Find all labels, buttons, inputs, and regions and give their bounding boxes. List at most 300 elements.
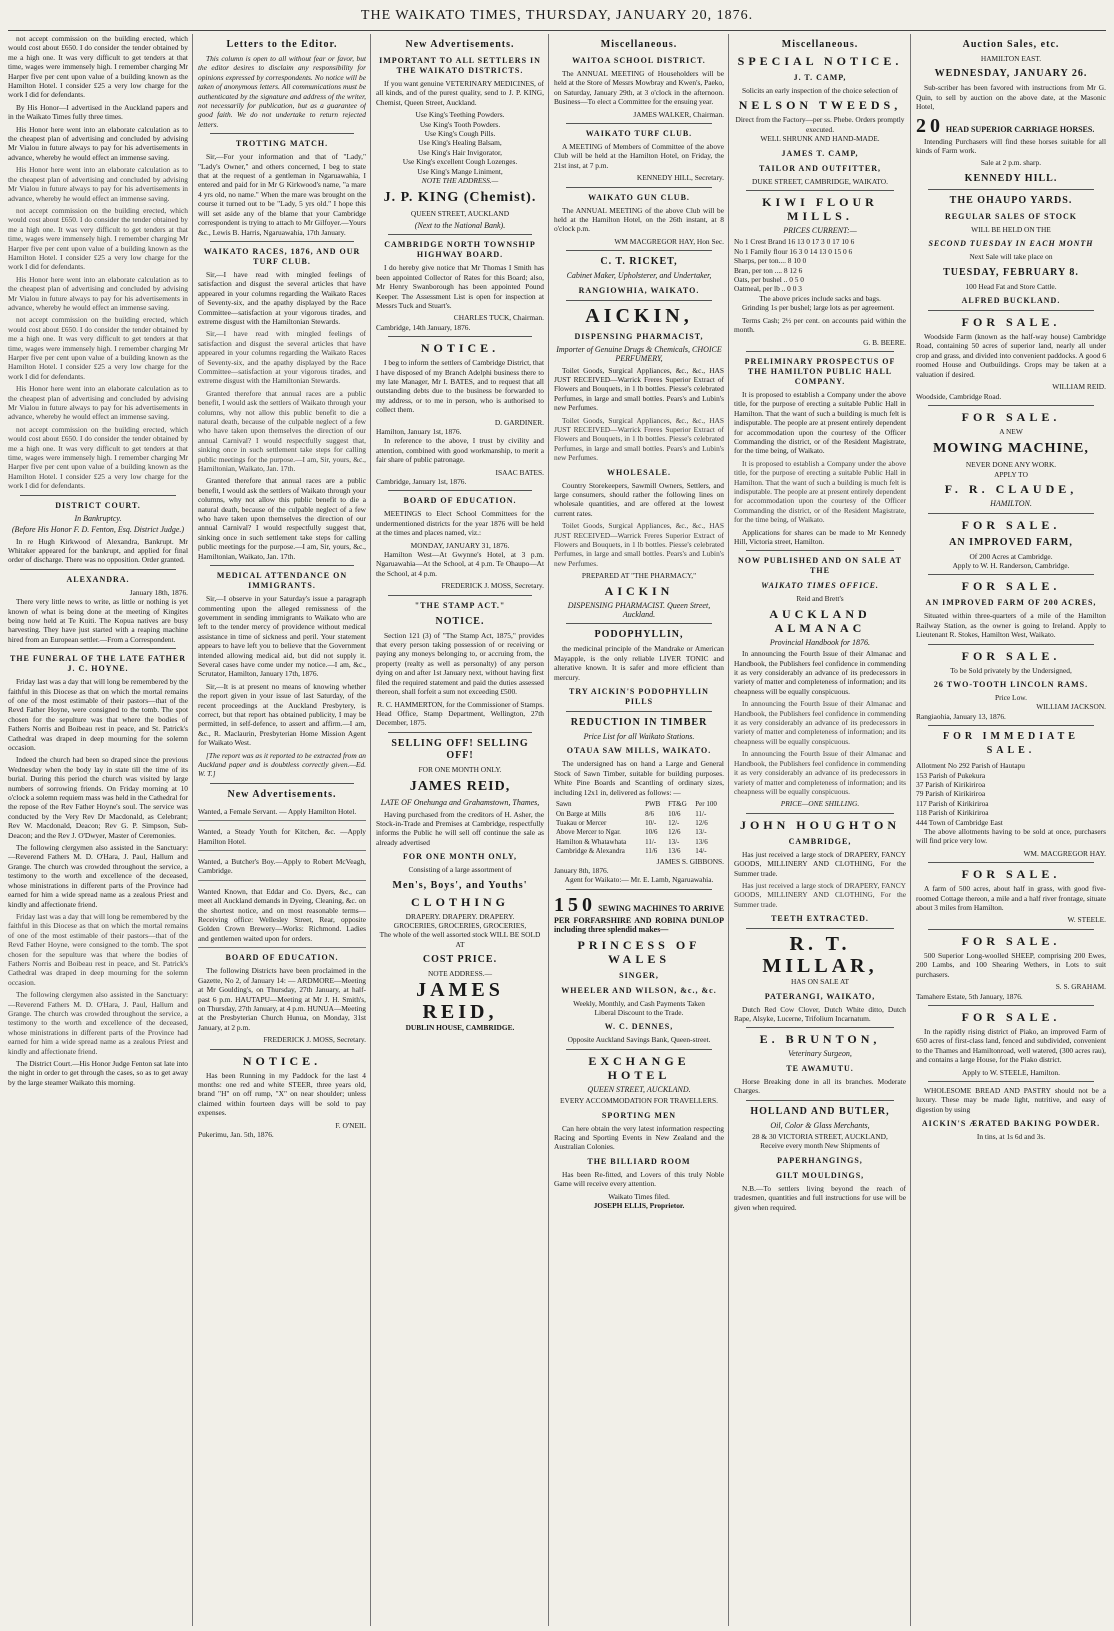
article-text: The District Court.—His Honor Judge Fenton sat late into the night in order to get through the cases, so as to get away by the large steamer Waikato this morning. xyxy=(8,1059,188,1087)
ad-text: It is proposed to establish a Company under the above title, for the purpose of erecting a suitable Public Hall in Hamilton. That the want of such a building is much felt is indisputable. The people are at present entirely dependent for accommodation upon the courtesy of the Officer Commanding the district, or of the Resident Magistrate, for the time being, of Waikato. xyxy=(734,389,906,456)
separator xyxy=(210,241,354,242)
ad-line: Of 200 Acres at Cambridge. xyxy=(969,551,1053,561)
ad-address: QUEEN STREET, AUCKLAND xyxy=(410,209,510,219)
ad-line: PRICES CURRENT:— xyxy=(783,226,857,236)
ad-text: Toilet Goods, Surgical Appliances, &c., &c., HAS JUST RECEIVED—Warrick Freres Superior Extract of Flowers and Bouquets, in 1 lb bottles. Piesse's celebrated Perfumes, in large and small bottles. Pears's and Lubin's new Perfumes. xyxy=(554,365,724,413)
article-text: His Honor here went into an elaborate calculation as to the cheapest plan of advertising and concluded by advising Mr Vialou in future always to pay for his advertisements in advance, whereby he would effect an immense saving. xyxy=(8,165,188,203)
ad-line: Consisting of a large assortment of xyxy=(408,865,512,875)
letter-text: Sir,—For your information and that of "Lady," "Lady's Owner," and others concerned, I beg to state that at the request of a gentleman in Ngaruawahia, I entered and paid for in Mr G Kirkwood's name, "a mare 4 yrs old, no name." When the mare was brought on the course it turned out to be "Lady, 5 yrs old." I hope this will set aside any of the blame that your Cambridge correspondent is trying to attach to Mr Gilfoyer.—Yours &c., Lewis B. Harris, Ngaruawahia, 17th January. xyxy=(198,152,366,237)
advertiser-name: KENNEDY HILL. xyxy=(964,172,1058,184)
ad-text: The above prices include sacks and bags. xyxy=(759,293,881,303)
table-cell: Above Mercer to Ngar. xyxy=(556,828,621,837)
table-cell: 10/6 xyxy=(645,828,658,837)
section-heading: Miscellaneous. xyxy=(600,39,678,50)
table-header: FT&G xyxy=(668,800,687,809)
ad-line: TEETH EXTRACTED. xyxy=(771,914,869,924)
separator xyxy=(388,336,532,337)
article-text: Indeed the church had been so draped since the previous Wednesday when the body lay in state till the time of its burial. During this period the church was visited by large numbers of sorrowing friends. On Friday morning at 10 o'clock a solemn requiem mass was held in the Cathedral for the repose of the Rev Father Hoyne's soul. The service was conducted by the Very Rev Dr Macdonald, as Celebrant; Rev W. Macdonald, Deacon; Rev G. P. Simpson, Sub-Deacon; and the Rev J. O'Dwyer, Master of Ceremonies. xyxy=(8,755,188,840)
ad-heading: KIWI FLOUR MILLS. xyxy=(762,195,878,224)
column-divider xyxy=(370,34,371,1626)
table-cell: 10/6 xyxy=(668,809,681,818)
article-text: His Honor here went into an elaborate calculation as to the cheapest plan of advertising and concluded by advising Mr Vialou in future always to pay for his advertisements in advance, whereby he would effect an immense saving. xyxy=(8,384,188,422)
section-heading: Miscellaneous. xyxy=(781,39,859,50)
ad-line: HAS ON SALE AT xyxy=(790,977,850,987)
separator xyxy=(566,123,712,124)
table-cell: 12/- xyxy=(668,818,680,827)
table-cell: 13/6 xyxy=(668,847,681,856)
ad-heading: BOARD OF EDUCATION. xyxy=(403,496,517,506)
table-header: PWB xyxy=(645,800,661,809)
ad-text: In announcing the Fourth Issue of their Almanac and Handbook, the Publishers feel confidence in commending it as very considerably an advance of its predecessors in variety of matter and completeness of information; and its cheapness will be equally conspicuous. xyxy=(734,699,906,746)
ad-line: APPLY TO xyxy=(994,469,1028,479)
ad-text: Can here obtain the very latest information respecting Racing and Sporting Events in New Zealand and the Australian Colonies. xyxy=(554,1123,724,1152)
article-text: not accept commission on the building erected, which would cost about £650. I do consider the tender obtained by me a high one. It was very difficult to get tenders at that time, wages were immensely high. I remember charging Mr Harper five per cent upon value of a building known as the Hamilton Hotel. I consider £25 a very low charge for the work I did for defendants. xyxy=(8,34,188,100)
ad-line: Agent for Waikato:— Mr. E. Lamb, Ngaruawahia. xyxy=(564,875,714,885)
advertiser-name: F. R. CLAUDE, xyxy=(944,482,1078,497)
table-cell: 11/- xyxy=(695,809,707,818)
ad-heading: FOR SALE. xyxy=(961,933,1061,948)
list-item: 79 Parish of Kirikiriroa xyxy=(916,789,986,799)
column-2 xyxy=(198,34,366,1624)
ad-address: DUKE STREET, CAMBRIDGE, WAIKATO. xyxy=(752,176,888,186)
ad-address: HAMILTON. xyxy=(990,499,1032,509)
letter-text: Sir,—I have read with mingled feelings of satisfaction and disgust the several articles that have appeared in your columns regarding the Waikato Races of Seventy-six, and the apathy displayed by the Race Committee—satisfaction at your vigorous tirades, and extreme disgust with the Hamiltonian Stewards. xyxy=(198,269,366,326)
ad-line: EVERY ACCOMMODATION FOR TRAVELLERS. xyxy=(560,1096,718,1106)
ad-signature: R. C. HAMMERTON, for the Commissioner of Stamps. xyxy=(377,699,544,709)
ad-line: LATE OF Onehunga and Grahamstown, Thames, xyxy=(380,798,540,808)
section-heading: New Advertisements. xyxy=(405,39,515,50)
table-cell: Cambridge & Alexandra xyxy=(556,847,625,856)
ad-date: Rangiaohia, January 13, 1876. xyxy=(916,711,1006,721)
section-subheading: In Bankruptcy. xyxy=(74,513,122,523)
ad-line: WHOLESALE. xyxy=(606,467,671,477)
ad-heading: PRELIMINARY PROSPECTUS OF THE HAMILTON PUBLIC HALL COMPANY. xyxy=(744,356,896,386)
ad-address: QUEEN STREET, AUCKLAND. xyxy=(587,1084,691,1094)
ad-text: The ANNUAL MEETING of Householders will be held at the Store of Messrs Mowbray and Kwen's, Paeko, on Saturday, January 29th, at 3 o'clock in the afternoon. Business—To elect a Committee for the ensuing year. xyxy=(554,69,724,107)
section-subheading: (Before His Honor F. D. Fenton, Esq. District Judge.) xyxy=(11,525,185,535)
ad-heading: REDUCTION IN TIMBER xyxy=(570,717,708,729)
ad-heading: IMPORTANT TO ALL SETTLERS IN THE WAIKATO DISTRICTS. xyxy=(379,56,541,75)
advertiser-name: JOHN HOUGHTON xyxy=(739,817,901,832)
list-item: Use King's Teething Powders. xyxy=(415,110,505,120)
table-header-row xyxy=(554,800,724,809)
separator xyxy=(210,133,354,134)
ad-heading: FOR SALE. xyxy=(961,1009,1061,1024)
ad-text: In the rapidly rising district of Piako, an improved Farm of 650 acres of first-class land, fenced and subdivided, convenient to the Thames and Hamiltonroad, well watered, (300 acres rau), and contains a large House, for the Piako district. xyxy=(916,1026,1106,1065)
article-text: Friday last was a day that will long be remembered by the faithful in this Diocese as that on which the mortal remains of one of the most estimable of their pastors—that of the Revd Father Hoyne, were consigned to the tomb. The spot chosen for the sepulture was that where the bodies of Fathers Norris and Boibeau rest in peace, and St. Patrick's Cathedral was draped in deep mourning for the solemn occasion. xyxy=(8,677,188,752)
classified-ad: Wanted, a Steady Youth for Kitchen, &c. —Apply Hamilton Hotel. xyxy=(198,824,366,851)
ad-text: Intending Purchasers will find these horses suitable for all kinds of Farm work. xyxy=(916,136,1106,156)
ad-address: CAMBRIDGE, xyxy=(788,836,852,846)
ad-signature: CHARLES TUCK, Chairman. xyxy=(453,313,544,323)
separator xyxy=(746,1027,894,1028)
table-row xyxy=(554,819,724,828)
list-item: 444 Town of Cambridge East xyxy=(916,817,1003,827)
table-cell: 14/- xyxy=(695,847,707,856)
ad-text: Having purchased from the creditors of H. Asher, the Stock-in-Trade and Premises at Cambridge, respectfully informs the Public he will sell off continue the sale as already advertised xyxy=(376,809,544,847)
article-text: In re Hugh Kirkwood of Alexandra, Bankrupt. Mr Whitaker appeared for the bankrupt, and applied for final order of discharge. There was no opposition. Order granted. xyxy=(8,536,188,565)
ad-text: 500 Superior Long-woolled SHEEP, comprising 200 Ewes, 200 Lambs, and 100 Shearing Wethers, in Lots to suit purchasers. xyxy=(916,950,1106,979)
ad-address: Opposite Auckland Savings Bank, Queen-street. xyxy=(567,1035,711,1045)
ad-line: WELL SHRUNK AND HAND-MADE. xyxy=(760,134,880,144)
ad-text: Horse Breaking done in all its branches. Moderate Charges. xyxy=(734,1076,906,1096)
ad-date: Cambridge, 14th January, 1876. xyxy=(376,322,471,332)
ad-line: A NEW xyxy=(999,426,1023,436)
advertiser-name: JAMES REID, xyxy=(416,978,504,1023)
ad-line: 26 TWO-TOOTH LINCOLN RAMS. xyxy=(933,679,1089,689)
price-table xyxy=(554,800,724,856)
ad-line: AICKIN'S ÆRATED BAKING POWDER. xyxy=(921,1119,1101,1129)
advertiser-name: JAMES T. CAMP, xyxy=(781,148,859,158)
letter-heading: MEDICAL ATTENDANCE ON IMMIGRANTS. xyxy=(216,571,348,591)
ad-heading: FOR SALE. xyxy=(961,517,1061,532)
ad-text: Applications for shares can be made to Mr Kennedy Hill, Victoria street, Hamilton. xyxy=(734,527,906,546)
ad-signature: KENNEDY HILL, Secretary. xyxy=(636,173,724,183)
table-cell: Tuakau or Mercer xyxy=(556,818,607,827)
ad-heading: BOARD OF EDUCATION. xyxy=(225,953,339,963)
ad-text: A MEETING of Members of Committee of the above Club will be held at the Hamilton Hotel, on Friday, the 21st inst, at 7 p.m. xyxy=(554,142,724,170)
ad-address: 28 & 30 VICTORIA STREET, AUCKLAND, xyxy=(752,1132,888,1141)
ad-text: Dutch Red Cow Clover, Dutch White ditto, Dutch Rape, Alsyke, Lucerne, Trifolium Incarnatum. xyxy=(734,1004,906,1023)
separator xyxy=(566,889,712,890)
ad-heading: FOR IMMEDIATE SALE. xyxy=(943,731,1079,757)
table-cell: 11/6 xyxy=(645,847,658,856)
column-5 xyxy=(734,34,906,1624)
ad-line: PRICE—ONE SHILLING. xyxy=(780,799,860,809)
table-cell: On Barge at Mills xyxy=(556,809,607,818)
ad-line: Waikato Times filed. xyxy=(608,1191,670,1201)
ad-text: The above allotments having to be sold at once, purchasers will find price very low. xyxy=(916,827,1106,846)
column-divider xyxy=(548,34,549,1626)
ad-signature: W. STEELE. xyxy=(1067,915,1106,925)
ad-text: MEETINGS to Elect School Committees for the undermentioned districts for the year 1876 will be held at the times and places named, viz.: xyxy=(376,509,544,538)
ad-heading: NOTICE. xyxy=(242,1053,322,1068)
ad-line: The whole of the well assorted stock WILL BE SOLD AT xyxy=(379,930,541,949)
ad-line: GROCERIES, GROCERIES, GROCERIES, xyxy=(393,920,527,930)
ad-line: Provincial Handbook for 1876. xyxy=(769,637,871,647)
ad-text: Sub-scriber has been favored with instructions from Mr G. Quin, to sell by auction on the above date, at the Masonic Hotel, xyxy=(916,83,1106,112)
ad-heading: "THE STAMP ACT." xyxy=(414,600,506,610)
ad-text: Has been Running in my Paddock for the last 4 months: one red and white STEER, three years old, brand "H" on off rump, "X" on near shoulder; unless claimed within fourteen days will be sold to pay expenses. xyxy=(198,1070,366,1118)
separator xyxy=(566,711,712,712)
ad-line: DISPENSING PHARMACIST, xyxy=(574,331,704,341)
table-cell: 13/6 xyxy=(695,837,708,846)
ad-line: COST PRICE. xyxy=(422,954,498,966)
classified-ad: Wanted, a Female Servant. — Apply Hamilton Hotel. xyxy=(198,804,366,821)
advertiser-name: R. T. MILLAR, xyxy=(762,933,878,978)
ad-text: Toilet Goods, Surgical Appliances, &c., &c., HAS JUST RECEIVED—Warrick Freres Superior Extract of Flowers and Bouquets, in 1 lb bottles. Piesse's celebrated Perfumes, in large and small bottles. Pears's and Lubin's new Perfumes. xyxy=(554,415,724,463)
column-4 xyxy=(554,34,724,1624)
list-item: Use King's Cough Pills. xyxy=(424,129,496,139)
separator xyxy=(928,929,1094,930)
ad-place: Woodside, Cambridge Road. xyxy=(916,391,1002,401)
ad-line: To be Sold privately by the Undersigned, xyxy=(950,665,1072,675)
dateline: January 18th, 1876. xyxy=(129,587,188,597)
table-row xyxy=(554,828,724,837)
ad-address: DUBLIN HOUSE, CAMBRIDGE. xyxy=(405,1022,515,1032)
separator xyxy=(566,623,712,624)
separator xyxy=(566,250,712,251)
column-divider xyxy=(192,34,193,1626)
list-item: Allotment No 292 Parish of Hautapu xyxy=(916,761,1025,771)
table-cell: 13/- xyxy=(668,837,680,846)
table-cell: 12/6 xyxy=(668,828,681,837)
ad-text: In announcing the Fourth Issue of their Almanac and Handbook, the Publishers feel confidence in commending it as very considerably an advance of its predecessors in variety of matter and completeness of information; and its cheapness will be equally conspicuous. xyxy=(734,749,906,796)
ad-signature: G. B. BEERE. xyxy=(863,337,906,347)
letter-text: Granted therefore that annual races are a public benefit, I would ask the settlers of Waikato through your columns, why not allow this public benefit to die a natural death, because of the culpable neglect of a few who have taken upon themselves the direction of our annual Carnival? I would respectfully suggest that, sinking once in such settlement take steps for calling public meetings for the purpose.—I am, Sir, yours, &c., Hamiltonian, Waikato, Jan. 17th. xyxy=(198,388,366,474)
ad-text: Receive every month New Shipments of xyxy=(760,1141,880,1151)
ad-heading: FOR SALE. xyxy=(961,315,1061,330)
ad-line: Liberal Discount to the Trade. xyxy=(594,1007,684,1017)
ad-date: January 8th, 1876. xyxy=(554,865,609,875)
separator xyxy=(388,732,532,733)
ad-text: It is proposed to establish a Company under the above title, for the purpose of erecting a suitable Public Hall in Hamilton. That the want of such a building is much felt is indisputable. The people are at present entirely dependent for accommodation upon the courtesy of the Officer Commanding the district, or of the Resident Magistrate, for the time being, of Waikato. xyxy=(734,458,906,525)
list-item: 118 Parish of Kirikiriroa xyxy=(916,808,989,818)
ad-signature: ISAAC BATES. xyxy=(495,467,544,477)
editorial-disclaimer: This column is open to all without fear or favor, but the editor desires to disclaim any responsibility for opinions expressed by correspondents. No notice will be taken of anonymous letters. All communications must be authenticated by the signature and address of the writer, not necessarily for publication, but as a guarantee of good faith. We do not undertake to return rejected letters. xyxy=(198,54,366,129)
ad-line: Cabinet Maker, Upholsterer, and Undertaker, xyxy=(566,271,712,281)
separator xyxy=(928,725,1094,726)
ad-heading: NOTICE. xyxy=(435,615,485,627)
ad-line: Price List for all Waikato Stations. xyxy=(583,732,695,742)
ad-text: Terms Cash; 2½ per cent. on accounts paid within the month. xyxy=(734,315,906,335)
ad-text: Section 121 (3) of "The Stamp Act, 1875," provides that every person taking possession of or receiving or paying any moneys belonging to, or accruing from, the property (realty as well as personalty) of any person dying on and after 1st January next, without having first filed the required statement and paid the duties assessed thereon, shall forfeit a sum not exceeding £500. xyxy=(376,630,544,697)
separator xyxy=(746,190,894,191)
ad-line: SECOND TUESDAY IN EACH MONTH xyxy=(928,239,1094,249)
ad-text: The undersigned has on hand a Large and General Stock of Sawn Timber, suitable for building purposes. White Pine Boards and Scantling of ordinary sizes, including 12x1 in, delivered as follows: — xyxy=(554,759,724,797)
ad-text: WHOLESOME BREAD AND PASTRY should not be a luxury. These may be made light, nutritive, and easy of digestion by using xyxy=(916,1085,1106,1114)
ad-label: NOTE THE ADDRESS.— xyxy=(421,176,499,186)
section-heading: New Advertisements. xyxy=(227,788,337,800)
advertiser-name: JAMES REID, xyxy=(409,779,511,795)
separator xyxy=(746,550,894,551)
advertiser-name: J. T. CAMP, xyxy=(793,73,847,82)
ad-heading: PODOPHYLLIN, xyxy=(594,629,684,641)
table-cell: 13/- xyxy=(695,828,707,837)
separator xyxy=(928,862,1094,863)
table-cell: Hamilton & Whatawhata xyxy=(556,837,627,846)
classified-ad: Wanted, a Butcher's Boy.—Apply to Robert McVeagh, Cambridge. xyxy=(198,854,366,881)
ad-line: Apply to W. H. Randerson, Cambridge. xyxy=(952,560,1070,570)
column-3 xyxy=(376,34,544,1624)
ad-line: MOWING MACHINE, xyxy=(933,441,1089,457)
price-row: Sharps, per ton.... 8 10 0 xyxy=(734,256,807,266)
article-text: His Honor here went into an elaborate calculation as to the cheapest plan of advertising and concluded by advising Mr Vialou in future always to pay for his advertisements in advance, whereby he would effect an immense saving. xyxy=(8,274,188,312)
article-text: Friday last was a day that will long be remembered by the faithful in this Diocese as that on which the mortal remains of one of the most estimable of their pastors—that of the Revd Father Hoyne, were consigned to the tomb. The spot chosen for the sepulture was that where the bodies of Fathers Norris and Boibeau rest in peace, and St. Patrick's Cathedral was draped in deep mourning for the solemn occasion. xyxy=(8,911,188,987)
separator xyxy=(928,644,1094,645)
ad-signature: WILLIAM REID. xyxy=(1052,382,1106,392)
advertiser-name: W. C. DENNES, xyxy=(604,1022,674,1032)
ad-address: RANGIOWHIA, WAIKATO. xyxy=(578,285,700,295)
ad-heading: NOW PUBLISHED AND ON SALE AT THE xyxy=(738,556,902,576)
table-cell: 11/- xyxy=(645,837,657,846)
separator xyxy=(928,189,1094,190)
advertiser-name: E. BRUNTON, xyxy=(759,1032,881,1047)
column-divider xyxy=(910,34,911,1626)
advertiser-name: AICKIN xyxy=(604,583,674,598)
ad-date: Hamilton, January 1st, 1876. xyxy=(376,426,462,436)
ad-signature: D. GARDINER. xyxy=(494,417,544,427)
ad-signature: WILLIAM JACKSON. xyxy=(1036,702,1106,712)
ad-line: Apply to W. STEELE, Hamilton. xyxy=(962,1067,1060,1077)
ad-line: Men's, Boys', and Youths' xyxy=(392,879,528,891)
ad-line: WHEELER AND WILSON, &c., &c. xyxy=(561,985,717,995)
ad-heading: SELLING OFF! SELLING OFF! xyxy=(391,737,529,761)
separator xyxy=(20,495,176,496)
list-item: Use King's Tooth Powders. xyxy=(419,119,501,129)
ad-text: Country Storekeepers, Sawmill Owners, Settlers, and large consumers, should rather the following lines on wholesale quantities, and are offered at the lowest current rates. xyxy=(554,480,724,518)
ad-line: DISPENSING PHARMACIST. Queen Street, Auckland. xyxy=(567,600,711,620)
ad-heading: FOR SALE. xyxy=(961,867,1061,882)
price-row: No 1 Crest Brand 16 13 0 17 3 0 17 10 6 xyxy=(734,237,855,247)
advertiser-name: EXCHANGE HOTEL xyxy=(588,1053,690,1082)
ad-line: NELSON TWEEDS, xyxy=(738,98,902,113)
ad-address: (Next to the National Bank). xyxy=(414,220,506,230)
ad-line: Next Sale will take place on xyxy=(969,252,1053,262)
ad-text: Has just received a large stock of DRAPERY, FANCY GOODS, MILLINERY AND CLOTHING, For the Summer trade. xyxy=(734,880,906,909)
ad-text: Solicits an early inspection of the choice selection of xyxy=(742,86,898,95)
ad-text: In reference to the above, I trust by civility and attention, combined with good workmanship, to merit a fair share of public patronage. xyxy=(376,436,544,465)
advertiser-name: AICKIN, xyxy=(585,304,693,327)
ad-line: CLOTHING xyxy=(410,894,509,909)
section-heading: Letters to the Editor. xyxy=(226,39,338,50)
ad-signature: F. O'NEIL xyxy=(335,1120,366,1130)
article-text: not accept commission on the building erected, which would cost about £650. I do consider the tender obtained by me a high one. It was very difficult to get tenders at that time, wages were immensely high. I remember charging Mr Harper five per cent upon value of a building known as the Hamilton Hotel. I consider £25 a very low charge for the work I did for defendants. xyxy=(8,424,188,491)
separator xyxy=(566,1049,712,1050)
list-item: Use King's Hair Invigorator, xyxy=(418,147,502,157)
advertiser-name: C. T. RICKET, xyxy=(600,256,678,268)
list-item: 153 Parish of Pukekura xyxy=(916,770,986,780)
ad-line: SPORTING MEN xyxy=(601,1110,677,1120)
price-row: Oatmeal, per lb .. 0 0 3 xyxy=(734,284,802,294)
separator xyxy=(388,595,532,596)
masthead-rule xyxy=(8,30,1106,31)
separator xyxy=(928,574,1094,575)
letter-text: Granted therefore that annual races are a public benefit, I would ask the settlers of Waikato through your columns, why not allow this public benefit to die a natural death, because of the culpable neglect of a few who have taken upon themselves the direction of our annual Carnival? I would respectfully suggest that, sinking once in such settlement take steps for calling public meetings for the purpose.—I am, Sir, yours, &c., Hamiltonian, Waikato, Jan. 17th. xyxy=(198,476,366,561)
ad-heading: SPECIAL NOTICE. xyxy=(737,54,903,68)
ad-line: Oil, Color & Glass Merchants, xyxy=(770,1120,870,1130)
separator xyxy=(566,187,712,188)
separator xyxy=(566,300,712,301)
article-text: By His Honor—I advertised in the Auckland papers and in the Waikato Times fully three times. xyxy=(8,102,188,122)
ad-heading: WEDNESDAY, JANUARY 26. xyxy=(934,68,1088,80)
price-row: Oats, per bushel .. 0 5 0 xyxy=(734,275,804,285)
ad-text: I beg to inform the settlers of Cambridge District, that I have disposed of my Branch Adelphi business there to my late Manager, Mr I. BATES, and to request that all outstanding debts due to the business be forwarded to my address, or to me in person, who is authorised to collect them. xyxy=(376,358,544,415)
ad-line: REGULAR SALES OF STOCK xyxy=(944,211,1078,221)
ad-text: In announcing the Fourth Issue of their Almanac and Handbook, the Publishers feel confidence in commending it as very considerably an advance of its predecessors in variety of matter and completeness of information; and its cheapness will be equally conspicuous. xyxy=(734,649,906,696)
column-1 xyxy=(8,34,188,1624)
section-heading: THE FUNERAL OF THE LATE FATHER J. C. HOYNE. xyxy=(9,654,187,674)
separator xyxy=(928,513,1094,514)
classified-ad: Wanted Known, that Eddar and Co. Dyers, &c., can meet all Auckland demands in Dyeing, Cleaning, &c. on the shortest notice, and on most reasonable terms—Receiving office: Wellesley Street, Rear, opposite Golden Crown Brewery—Works: Richmond. Ladies and gentlemen waited upon for orders. xyxy=(198,884,366,948)
ad-heading: FOR SALE. xyxy=(961,648,1061,663)
section-heading: DISTRICT COURT. xyxy=(55,500,141,510)
ad-text: Situated within three-quarters of a mile of the Hamilton Railway Station, as the owner is going to Ireland. Apply to Lieutenant R. Stokes, Hamilton West, Waikato. xyxy=(916,611,1106,640)
separator xyxy=(746,351,894,352)
table-cell: 8/6 xyxy=(645,809,655,818)
separator xyxy=(388,234,532,235)
ad-line: WAIKATO TIMES OFFICE. xyxy=(761,581,879,591)
ad-line: PRINCESS OF WALES xyxy=(577,937,701,966)
section-heading: ALEXANDRA. xyxy=(66,574,130,584)
ad-heading: OTAUA SAW MILLS, WAIKATO. xyxy=(566,746,712,756)
ad-line: 100 Head Fat and Store Cattle. xyxy=(965,281,1057,291)
separator xyxy=(210,565,354,566)
column-divider xyxy=(728,34,729,1626)
section-heading: Auction Sales, etc. xyxy=(962,39,1060,50)
ad-address: PATERANGI, WAIKATO, xyxy=(764,991,876,1001)
article-text: The following clergymen also assisted in the Sanctuary:—Reverend Fathers M. D. O'Hara, J. Paul, Hallum and Grange. The church was crowded throughout the service, a testimony to the worth and excellence of the deceased, whose ministrations in different parts of the Province had earned for him a wide spread name as a zealous Priest and kindly and affectionate friend. xyxy=(8,990,188,1056)
ad-line: TUESDAY, FEBRUARY 8. xyxy=(943,266,1079,278)
ad-signature: WM. MACGREGOR HAY. xyxy=(1023,848,1106,858)
ad-line: FOR ONE MONTH ONLY. xyxy=(418,764,502,774)
ad-heading: WAIKATO TURF CLUB. xyxy=(585,129,693,139)
table-row xyxy=(554,838,724,847)
list-item: 37 Parish of Kirikiriroa xyxy=(916,780,986,789)
ad-heading: AUCKLAND ALMANAC xyxy=(769,606,871,635)
ad-text: Direct from the Factory—per ss. Phebe. Orders promptly executed. xyxy=(735,115,905,134)
advertiser-name: HOLLAND AND BUTLER, xyxy=(750,1105,890,1117)
ad-text: Grinding 1s per bushel; large lots as per agreement. xyxy=(742,303,895,313)
ad-line: AN IMPROVED FARM OF 200 ACRES, xyxy=(925,598,1097,608)
ad-address: TE AWAMUTU. xyxy=(786,1063,854,1073)
letter-text: Sir,—I observe in your Saturday's issue a paragraph commenting upon the alleged remissness of the government in sending immigrants to Waikato who are left to the tender mercy of providence without medical assistance in time of sickness and peril. Your statement appears to have left you to believe that the Government intended allowing medical aid, but did not supply it. Several cases have come under my notice.—I am, &c., Scrutator, Hamilton, January 17th, 1876. xyxy=(198,594,366,679)
ad-line: In tins, at 1s 6d and 3s. xyxy=(976,1132,1046,1142)
ad-line: TAILOR AND OUTFITTER, xyxy=(759,163,881,173)
article-text: His Honor here went into an elaborate calculation as to the cheapest plan of advertising and concluded by advising Mr Vialou in future always to pay for his advertisements in advance, whereby he would effect an immense saving. xyxy=(8,124,188,162)
ad-heading: NOTICE. xyxy=(420,341,500,356)
masthead-title: THE WAIKATO TIMES, THURSDAY, JANUARY 20, 1876. xyxy=(360,8,754,23)
table-row xyxy=(554,847,724,856)
separator xyxy=(746,813,894,814)
ad-text: A farm of 500 acres, about half in grass, with good five-roomed Cottage thereon, a mile and a half river frontage, situate about 3 miles from Hamilton. xyxy=(916,884,1106,913)
ad-signature: JAMES S. GIBBONS. xyxy=(656,856,724,866)
ad-text: If you want genuine VETERINARY MEDICINES, of all kinds, and of the purest quality, send to J. P. KING, Chemist, Queen Street, Auckland. xyxy=(376,79,544,107)
ad-line: PAPERHANGINGS, xyxy=(777,1155,863,1165)
ad-heading: FOR SALE. xyxy=(961,409,1061,424)
ad-date: Cambridge, January 1st, 1876. xyxy=(376,477,467,486)
separator xyxy=(388,490,532,491)
article-text: not accept commission on the building erected, which would cost about £650. I do consider the tender obtained by me a high one. It was very difficult to get tenders at that time, wages were immensely high. I remember charging Mr Harper five per cent upon value of a building known as the Hamilton Hotel. I consider £25 a very low charge for the work I did for defendants. xyxy=(8,315,188,381)
list-item: 117 Parish of Kirikiriroa xyxy=(916,798,989,808)
separator xyxy=(20,569,176,570)
ad-line: Sale at 2 p.m. sharp. xyxy=(980,158,1042,168)
ad-number: 20 xyxy=(916,114,944,137)
price-row: No 1 Family flour 16 3 0 14 13 0 15 0 6 xyxy=(734,246,853,256)
table-cell: 10/- xyxy=(645,818,657,827)
ad-number: 150 xyxy=(554,893,596,916)
ad-line: WILL BE HELD ON THE xyxy=(971,224,1051,234)
ad-heading: HEAD SUPERIOR CARRIAGE HORSES. xyxy=(945,124,1095,134)
ad-heading: FOR SALE. xyxy=(961,579,1061,594)
ad-text: The following Districts have been proclaimed in the Gazette, No 2, of January 14: — ARDMORE—Meeting at Mr Goulding's, on Thursday, 27th January, at half-past 6 p.m. HAUTAPU—Meeting at Mr J. H. Smith's, on Thursday, 27th January, at 4 p.m. HUNUA—Meeting at the Presbyterian Church Hunua, on Monday, 31st January, at 2 p.m. xyxy=(198,966,366,1032)
separator xyxy=(210,783,354,784)
ad-signature: S. S. GRAHAM. xyxy=(1055,982,1106,992)
separator xyxy=(928,1081,1094,1082)
ad-text: the medicinal principle of the Mandrake or American Mayapple, is the only reliable LIVER TONIC and alterative known. It is safer and more efficient than mercury. xyxy=(554,644,724,682)
advertiser-name: J. P. KING (Chemist). xyxy=(383,190,537,206)
table-cell: 12/6 xyxy=(695,818,708,827)
separator xyxy=(210,1049,354,1050)
ad-line: Weekly, Monthly, and Cash Payments Taken xyxy=(573,998,705,1008)
ad-line: PREPARED AT "THE PHARMACY," xyxy=(581,571,697,581)
ad-line: Reid and Brett's xyxy=(796,594,844,604)
ad-text: Toilet Goods, Surgical Appliances, &c., &c., HAS JUST RECEIVED—Warrick Freres Superior Extract of Flowers and Bouquets, in 1 lb bottles. Piesse's celebrated Perfumes, in large and small bottles. Pears's and Lubin's new Perfumes. xyxy=(554,521,724,568)
ad-line: Veterinary Surgeon, xyxy=(788,1049,852,1059)
ad-text: Has been Re-fitted, and Lovers of this truly Noble Game will receive every attention. xyxy=(554,1169,724,1189)
ad-line: GILT MOULDINGS, xyxy=(775,1170,865,1180)
ad-place: Pukerimu, Jan. 5th, 1876. xyxy=(198,1129,274,1139)
